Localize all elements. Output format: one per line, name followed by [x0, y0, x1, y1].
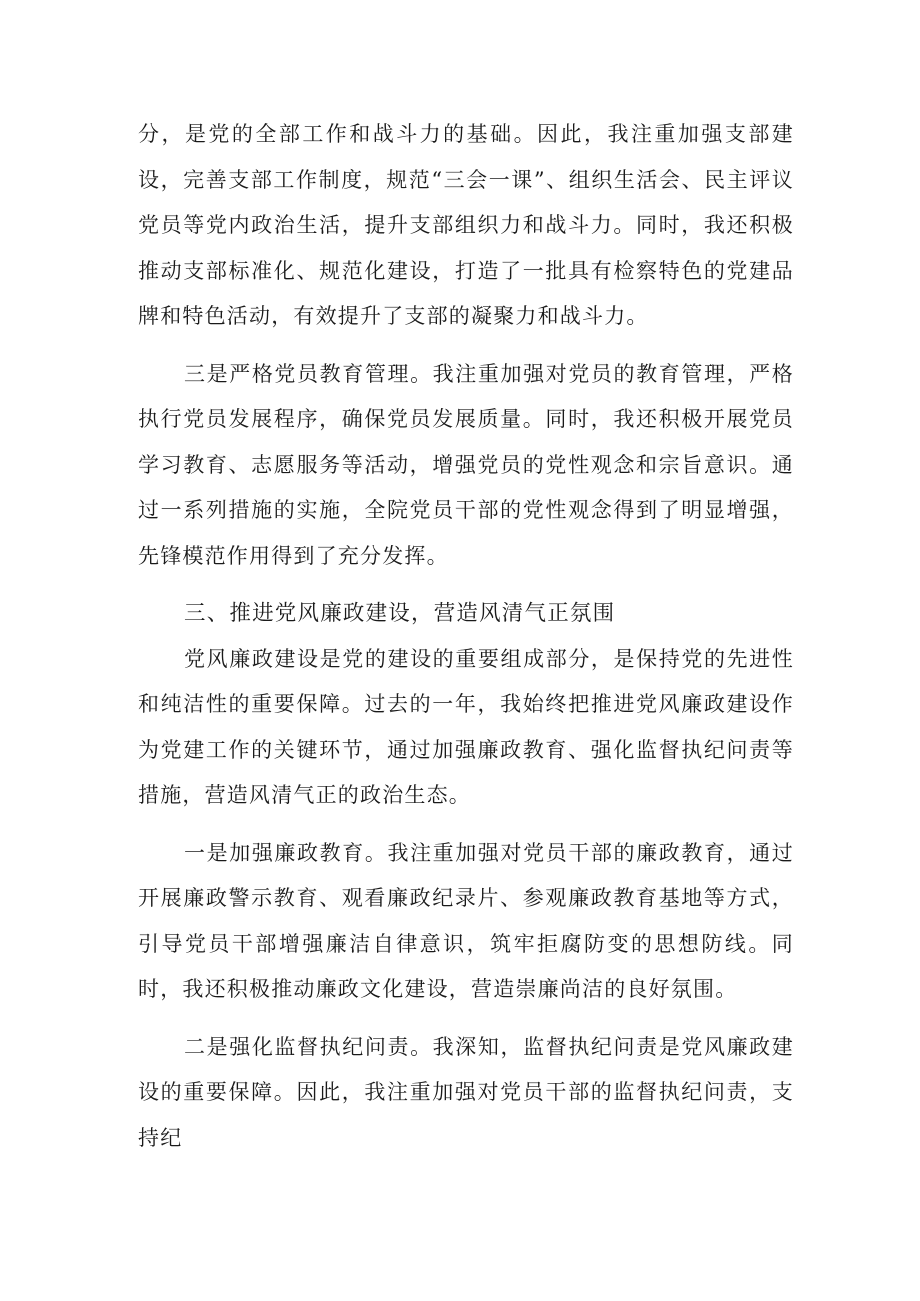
section-heading-integrity: 三、推进党风廉政建设，营造风清气正氛围	[184, 601, 616, 626]
paragraph-supervision: 二是强化监督执纪问责。我深知，监督执纪问责是党风廉政建设的重要保障。因此，我注重加强对党员干部的监督执纪问责，支持纪	[138, 1034, 794, 1150]
paragraph-member-education: 三是严格党员教育管理。我注重加强对党员的教育管理，严格执行党员发展程序，确保党员发展质量。同时，我还积极开展党员学习教育、志愿服务等活动，增强党员的党性观念和宗旨意识。通过一系列措施的实施，全院党员干部的党性观念得到了明显增强，先锋模范作用得到了充分发挥。	[138, 361, 794, 568]
paragraph-integrity-intro: 党风廉政建设是党的建设的重要组成部分，是保持党的先进性和纯洁性的重要保障。过去的一年，我始终把推进党风廉政建设作为党建工作的关键环节，通过加强廉政教育、强化监督执纪问责等措施，营造风清气正的政治生态。	[138, 646, 794, 807]
paragraph-integrity-education: 一是加强廉政教育。我注重加强对党员干部的廉政教育，通过开展廉政警示教育、观看廉政纪录片、参观廉政教育基地等方式，引导党员干部增强廉洁自律意识，筑牢拒腐防变的思想防线。同时，我还积极推动廉政文化建设，营造崇廉尚洁的良好氛围。	[138, 840, 794, 1001]
document-page	[138, 112, 794, 1161]
paragraph-branch-building: 分，是党的全部工作和战斗力的基础。因此，我注重加强支部建设，完善支部工作制度，规范“三会一课”、组织生活会、民主评议党员等党内政治生活，提升支部组织力和战斗力。同时，我还积极推动支部标准化、规范化建设，打造了一批具有检察特色的党建品牌和特色活动，有效提升了支部的凝聚力和战斗力。	[138, 122, 794, 328]
